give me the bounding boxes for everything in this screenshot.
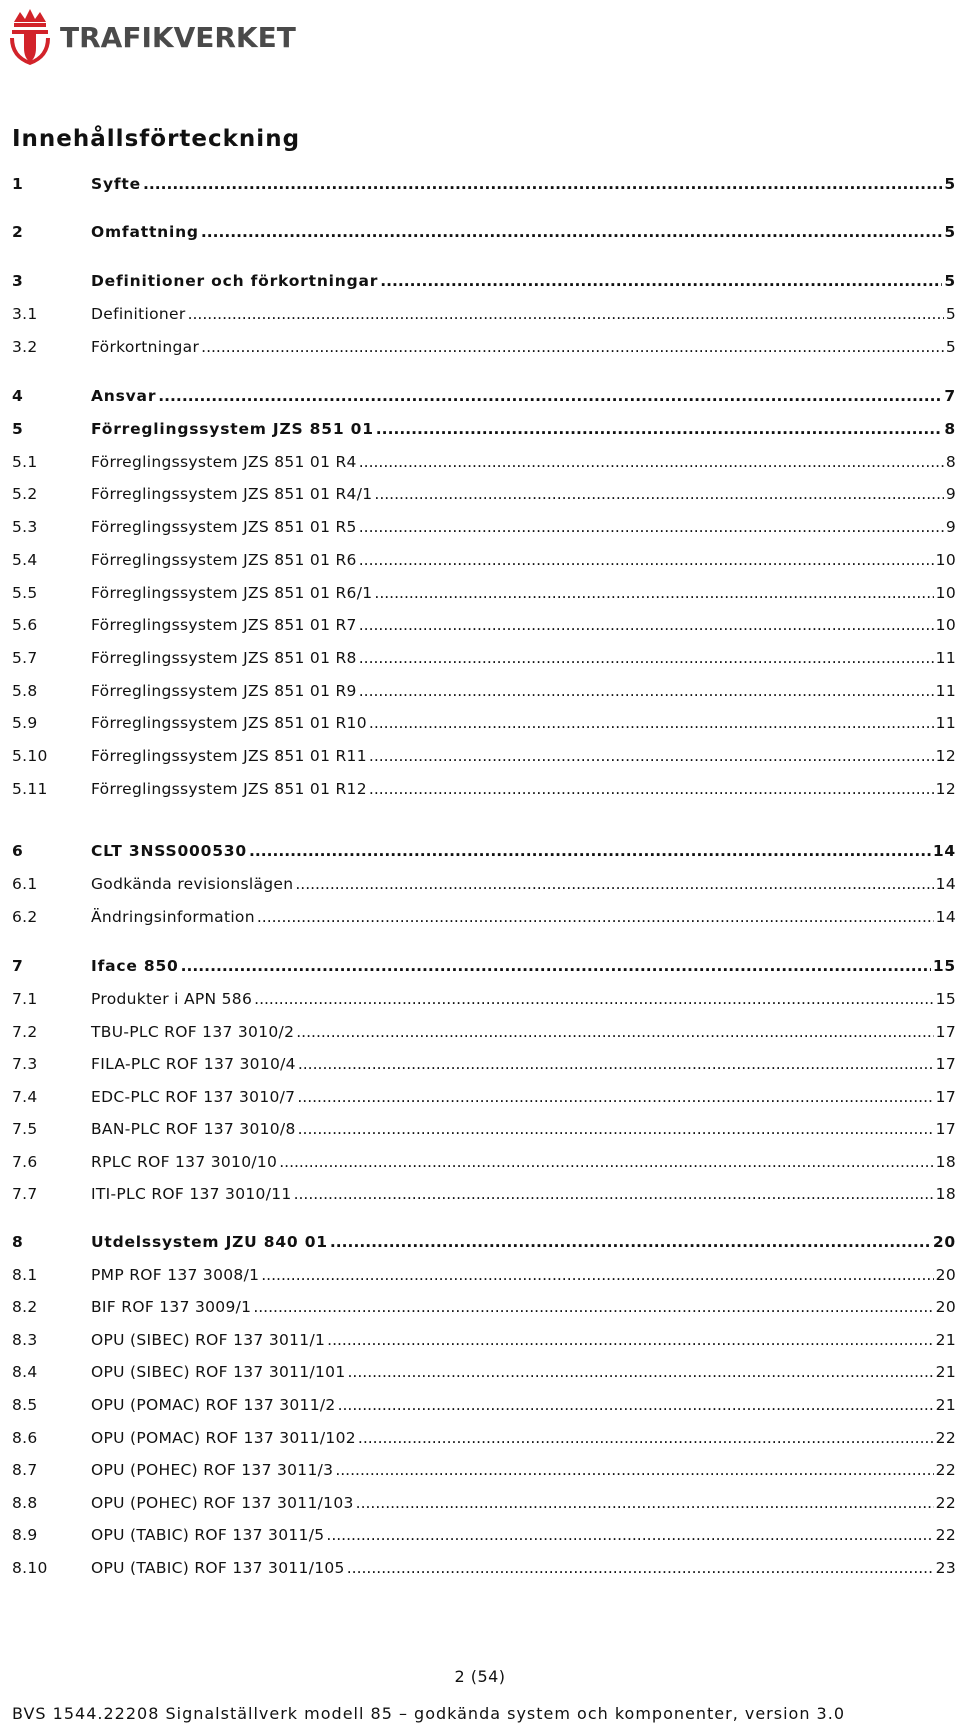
toc-entry-label: RPLC ROF 137 3010/10 bbox=[91, 1152, 278, 1171]
toc-entry-page: 8 bbox=[944, 420, 956, 438]
toc-entry-number: 8.1 bbox=[12, 1265, 38, 1284]
toc-entry-label: Omfattning bbox=[91, 223, 199, 241]
toc-entry[interactable] bbox=[12, 1393, 956, 1417]
toc-entry-page: 21 bbox=[935, 1330, 956, 1349]
toc-entry[interactable] bbox=[12, 1117, 956, 1141]
toc-entry-label: Förreglingssystem JZS 851 01 R4 bbox=[91, 452, 357, 471]
toc-entry-page: 17 bbox=[935, 1087, 956, 1106]
toc-entry[interactable] bbox=[12, 482, 956, 506]
toc-entry-label: OPU (POHEC) ROF 137 3011/3 bbox=[91, 1461, 334, 1480]
toc-entry[interactable] bbox=[12, 335, 956, 359]
toc-entry-number: 7.7 bbox=[12, 1185, 38, 1203]
toc-entry[interactable] bbox=[12, 450, 956, 474]
toc-entry[interactable] bbox=[12, 1523, 956, 1547]
toc-entry-number: 8.3 bbox=[12, 1330, 38, 1349]
toc-entry-page: 17 bbox=[935, 1022, 956, 1041]
toc-dot-leader bbox=[374, 581, 933, 605]
toc-entry-number: 1 bbox=[12, 175, 24, 193]
toc-entry-number: 7.6 bbox=[12, 1152, 38, 1171]
toc-entry-label: Produkter i APN 586 bbox=[91, 990, 253, 1008]
toc-entry[interactable] bbox=[12, 679, 956, 703]
toc-entry-label: FILA-PLC ROF 137 3010/4 bbox=[91, 1055, 296, 1073]
toc-entry-label: OPU (SIBEC) ROF 137 3011/1 bbox=[91, 1330, 326, 1349]
toc-dot-leader bbox=[359, 679, 934, 703]
toc-entry[interactable] bbox=[12, 417, 956, 441]
toc-entry-label: Ändringsinformation bbox=[91, 908, 255, 926]
toc-entry-label: Ansvar bbox=[91, 387, 157, 405]
toc-dot-leader bbox=[335, 1458, 933, 1482]
toc-entry-page: 12 bbox=[935, 779, 956, 798]
toc-entry-number: 5.6 bbox=[12, 616, 38, 635]
toc-dot-leader bbox=[201, 220, 943, 244]
toc-dot-leader bbox=[297, 1085, 933, 1109]
toc-dot-leader bbox=[374, 482, 943, 506]
toc-entry-label: Utdelssystem JZU 840 01 bbox=[91, 1233, 328, 1251]
toc-entry[interactable] bbox=[12, 1085, 956, 1109]
toc-entry-number: 6.1 bbox=[12, 875, 38, 893]
toc-entry[interactable] bbox=[12, 711, 956, 735]
toc-entry-number: 7.1 bbox=[12, 990, 38, 1008]
toc-dot-leader bbox=[158, 384, 942, 408]
toc-entry-number: 8.8 bbox=[12, 1493, 38, 1512]
toc-entry[interactable] bbox=[12, 302, 956, 326]
toc-dot-leader bbox=[347, 1556, 934, 1580]
toc-entry-number: 5.9 bbox=[12, 714, 38, 733]
toc-entry[interactable] bbox=[12, 1182, 956, 1206]
toc-entry[interactable] bbox=[12, 613, 956, 637]
toc-entry-page: 12 bbox=[935, 747, 956, 765]
toc-entry[interactable] bbox=[12, 777, 956, 801]
toc-dot-leader bbox=[254, 987, 934, 1011]
toc-entry-page: 9 bbox=[945, 518, 956, 537]
toc-entry-number: 7.5 bbox=[12, 1120, 38, 1138]
toc-entry-page: 7 bbox=[944, 387, 956, 405]
toc-entry-label: Förreglingssystem JZS 851 01 R12 bbox=[91, 779, 367, 798]
toc-entry-page: 21 bbox=[935, 1396, 956, 1414]
toc-entry-label: Förreglingssystem JZS 851 01 R7 bbox=[91, 616, 357, 635]
toc-entry-label: Förreglingssystem JZS 851 01 R11 bbox=[91, 747, 367, 765]
toc-entry-number: 8.4 bbox=[12, 1363, 38, 1382]
toc-entry-number: 8.2 bbox=[12, 1298, 38, 1317]
toc-entry[interactable] bbox=[12, 269, 956, 293]
toc-entry-label: BIF ROF 137 3009/1 bbox=[91, 1298, 252, 1317]
toc-entry[interactable] bbox=[12, 1328, 956, 1352]
toc-entry-page: 20 bbox=[935, 1265, 956, 1284]
toc-entry-number: 3.1 bbox=[12, 305, 38, 323]
toc-entry[interactable] bbox=[12, 548, 956, 572]
toc-entry-page: 5 bbox=[944, 175, 956, 193]
toc-entry-number: 3.2 bbox=[12, 338, 38, 356]
toc-entry-label: OPU (POHEC) ROF 137 3011/103 bbox=[91, 1493, 354, 1512]
toc-entry-page: 17 bbox=[935, 1055, 956, 1073]
toc-entry[interactable] bbox=[12, 1426, 956, 1450]
brand-name: TRAFIKVERKET bbox=[60, 20, 296, 54]
toc-entry-page: 15 bbox=[932, 957, 956, 975]
toc-entry-label: OPU (TABIC) ROF 137 3011/105 bbox=[91, 1559, 345, 1577]
toc-entry-number: 5.10 bbox=[12, 747, 48, 765]
toc-entry[interactable] bbox=[12, 905, 956, 929]
toc-dot-leader bbox=[327, 1328, 934, 1352]
toc-entry-label: Förreglingssystem JZS 851 01 bbox=[91, 420, 374, 438]
toc-entry[interactable] bbox=[12, 954, 956, 978]
toc-entry[interactable] bbox=[12, 384, 956, 408]
toc-entry[interactable] bbox=[12, 1263, 956, 1287]
toc-entry-page: 5 bbox=[945, 338, 956, 356]
toc-dot-leader bbox=[188, 302, 944, 326]
toc-entry-number: 8.6 bbox=[12, 1428, 38, 1447]
toc-entry-label: OPU (POMAC) ROF 137 3011/102 bbox=[91, 1428, 356, 1447]
toc-dot-leader bbox=[359, 548, 934, 572]
toc-entry[interactable] bbox=[12, 1458, 956, 1482]
toc-entry-number: 5.4 bbox=[12, 550, 38, 569]
page-number: 2 (54) bbox=[454, 1667, 506, 1686]
toc-entry-page: 14 bbox=[935, 875, 956, 893]
toc-dot-leader bbox=[257, 905, 934, 929]
toc-dot-leader bbox=[359, 515, 944, 539]
toc-entry-label: OPU (POMAC) ROF 137 3011/2 bbox=[91, 1396, 336, 1414]
toc-dot-leader bbox=[358, 1426, 934, 1450]
toc-entry[interactable] bbox=[12, 1150, 956, 1174]
toc-entry-page: 18 bbox=[935, 1152, 956, 1171]
toc-entry-page: 8 bbox=[945, 452, 956, 471]
toc-entry-label: Definitioner bbox=[91, 305, 186, 323]
toc-entry-label: ITI-PLC ROF 137 3010/11 bbox=[91, 1185, 292, 1203]
toc-entry-number: 6.2 bbox=[12, 908, 38, 926]
toc-dot-leader bbox=[359, 646, 934, 670]
toc-dot-leader bbox=[298, 1117, 934, 1141]
toc-dot-leader bbox=[326, 1523, 933, 1547]
toc-entry-label: Förreglingssystem JZS 851 01 R5 bbox=[91, 518, 357, 537]
toc-entry-number: 5.11 bbox=[12, 779, 48, 798]
toc-dot-leader bbox=[143, 172, 942, 196]
toc-dot-leader bbox=[359, 613, 934, 637]
toc-entry-page: 14 bbox=[932, 842, 956, 860]
toc-entry-page: 11 bbox=[935, 681, 956, 700]
toc-entry-page: 20 bbox=[932, 1233, 956, 1251]
toc-entry-page: 17 bbox=[935, 1120, 956, 1138]
toc-dot-leader bbox=[369, 711, 934, 735]
toc-entry-page: 10 bbox=[935, 583, 956, 602]
toc-entry-label: TBU-PLC ROF 137 3010/2 bbox=[91, 1022, 295, 1041]
toc-entry-label: Förkortningar bbox=[91, 338, 200, 356]
toc-entry[interactable] bbox=[12, 220, 956, 244]
toc-entry[interactable] bbox=[12, 1052, 956, 1076]
toc-entry-label: PMP ROF 137 3008/1 bbox=[91, 1265, 260, 1284]
toc-entry-number: 8.7 bbox=[12, 1461, 38, 1480]
toc-entry-number: 5.7 bbox=[12, 648, 38, 667]
toc-entry-number: 5.2 bbox=[12, 485, 38, 504]
toc-entry-number: 5.3 bbox=[12, 518, 38, 537]
toc-entry-page: 5 bbox=[945, 305, 956, 323]
toc-dot-leader bbox=[294, 1182, 934, 1206]
toc-entry[interactable] bbox=[12, 172, 956, 196]
toc-entry-number: 5.8 bbox=[12, 681, 38, 700]
toc-entry-page: 11 bbox=[935, 648, 956, 667]
toc-entry-page: 23 bbox=[935, 1559, 956, 1577]
toc-dot-leader bbox=[338, 1393, 934, 1417]
toc-entry-page: 11 bbox=[935, 714, 956, 733]
toc-entry[interactable] bbox=[12, 1360, 956, 1384]
toc-entry-label: BAN-PLC ROF 137 3010/8 bbox=[91, 1120, 296, 1138]
trafikverket-logo bbox=[6, 8, 296, 66]
toc-entry-page: 22 bbox=[935, 1493, 956, 1512]
toc-dot-leader bbox=[201, 335, 944, 359]
toc-entry-page: 22 bbox=[935, 1461, 956, 1480]
toc-entry-label: Förreglingssystem JZS 851 01 R4/1 bbox=[91, 485, 373, 504]
toc-dot-leader bbox=[261, 1263, 933, 1287]
toc-entry-label: Definitioner och förkortningar bbox=[91, 272, 379, 290]
toc-entry-number: 2 bbox=[12, 223, 24, 241]
toc-dot-leader bbox=[253, 1295, 933, 1319]
toc-entry-number: 8.10 bbox=[12, 1559, 48, 1577]
toc-entry-page: 5 bbox=[944, 223, 956, 241]
toc-entry-page: 15 bbox=[935, 990, 956, 1008]
toc-dot-leader bbox=[296, 1020, 933, 1044]
toc-entry[interactable] bbox=[12, 1230, 956, 1254]
toc-entry[interactable] bbox=[12, 872, 956, 896]
toc-entry-label: Syfte bbox=[91, 175, 141, 193]
toc-entry-number: 7.4 bbox=[12, 1087, 38, 1106]
toc-entry-page: 22 bbox=[935, 1526, 956, 1545]
toc-entry[interactable] bbox=[12, 1295, 956, 1319]
toc-dot-leader bbox=[330, 1230, 931, 1254]
toc-dot-leader bbox=[298, 1052, 934, 1076]
toc-entry-number: 4 bbox=[12, 387, 24, 405]
toc-dot-leader bbox=[369, 744, 934, 768]
toc-entry[interactable] bbox=[12, 515, 956, 539]
toc-entry-label: Förreglingssystem JZS 851 01 R8 bbox=[91, 648, 357, 667]
crown-emblem-icon bbox=[6, 8, 54, 66]
toc-entry[interactable] bbox=[12, 744, 956, 768]
toc-entry-page: 10 bbox=[935, 616, 956, 635]
toc-entry[interactable] bbox=[12, 646, 956, 670]
toc-entry-label: Iface 850 bbox=[91, 957, 179, 975]
toc-entry-label: Godkända revisionslägen bbox=[91, 875, 294, 893]
toc-entry-number: 3 bbox=[12, 272, 24, 290]
toc-entry-number: 6 bbox=[12, 842, 24, 860]
toc-entry-number: 5 bbox=[12, 420, 24, 438]
toc-entry-number: 7.2 bbox=[12, 1022, 38, 1041]
toc-dot-leader bbox=[249, 839, 931, 863]
toc-entry-label: OPU (TABIC) ROF 137 3011/5 bbox=[91, 1526, 325, 1545]
toc-entry-page: 18 bbox=[935, 1185, 956, 1203]
toc-entry-page: 14 bbox=[935, 908, 956, 926]
toc-entry-number: 8 bbox=[12, 1233, 24, 1251]
toc-title: Innehållsförteckning bbox=[12, 126, 301, 152]
toc-dot-leader bbox=[359, 450, 944, 474]
toc-entry-page: 10 bbox=[935, 550, 956, 569]
toc-dot-leader bbox=[356, 1491, 934, 1515]
toc-entry[interactable] bbox=[12, 987, 956, 1011]
toc-entry-page: 5 bbox=[944, 272, 956, 290]
toc-entry-number: 8.9 bbox=[12, 1526, 38, 1545]
toc-dot-leader bbox=[347, 1360, 933, 1384]
toc-dot-leader bbox=[279, 1150, 933, 1174]
toc-entry-number: 5.1 bbox=[12, 452, 38, 471]
toc-entry-label: CLT 3NSS000530 bbox=[91, 842, 247, 860]
toc-entry-label: Förreglingssystem JZS 851 01 R6 bbox=[91, 550, 357, 569]
toc-entry[interactable] bbox=[12, 1491, 956, 1515]
toc-entry-label: Förreglingssystem JZS 851 01 R9 bbox=[91, 681, 357, 700]
toc-entry[interactable] bbox=[12, 581, 956, 605]
toc-entry-page: 22 bbox=[935, 1428, 956, 1447]
document-footer: BVS 1544.22208 Signalställverk modell 85 – godkända system och komponenter, version 3.0 bbox=[12, 1704, 845, 1723]
toc-entry-label: EDC-PLC ROF 137 3010/7 bbox=[91, 1087, 296, 1106]
toc-entry-label: Förreglingssystem JZS 851 01 R10 bbox=[91, 714, 367, 733]
toc-entry[interactable] bbox=[12, 839, 956, 863]
toc-entry-page: 21 bbox=[935, 1363, 956, 1382]
toc-dot-leader bbox=[295, 872, 933, 896]
toc-entry-number: 5.5 bbox=[12, 583, 38, 602]
toc-entry-page: 20 bbox=[935, 1298, 956, 1317]
toc-entry-label: Förreglingssystem JZS 851 01 R6/1 bbox=[91, 583, 373, 602]
toc-dot-leader bbox=[380, 269, 942, 293]
toc-entry-page: 9 bbox=[945, 485, 956, 504]
toc-dot-leader bbox=[181, 954, 931, 978]
toc-dot-leader bbox=[369, 777, 934, 801]
toc-entry[interactable] bbox=[12, 1556, 956, 1580]
toc-entry-number: 7 bbox=[12, 957, 24, 975]
toc-entry-number: 7.3 bbox=[12, 1055, 38, 1073]
toc-entry-number: 8.5 bbox=[12, 1396, 38, 1414]
toc-entry-label: OPU (SIBEC) ROF 137 3011/101 bbox=[91, 1363, 346, 1382]
toc-entry[interactable] bbox=[12, 1020, 956, 1044]
toc-dot-leader bbox=[376, 417, 943, 441]
